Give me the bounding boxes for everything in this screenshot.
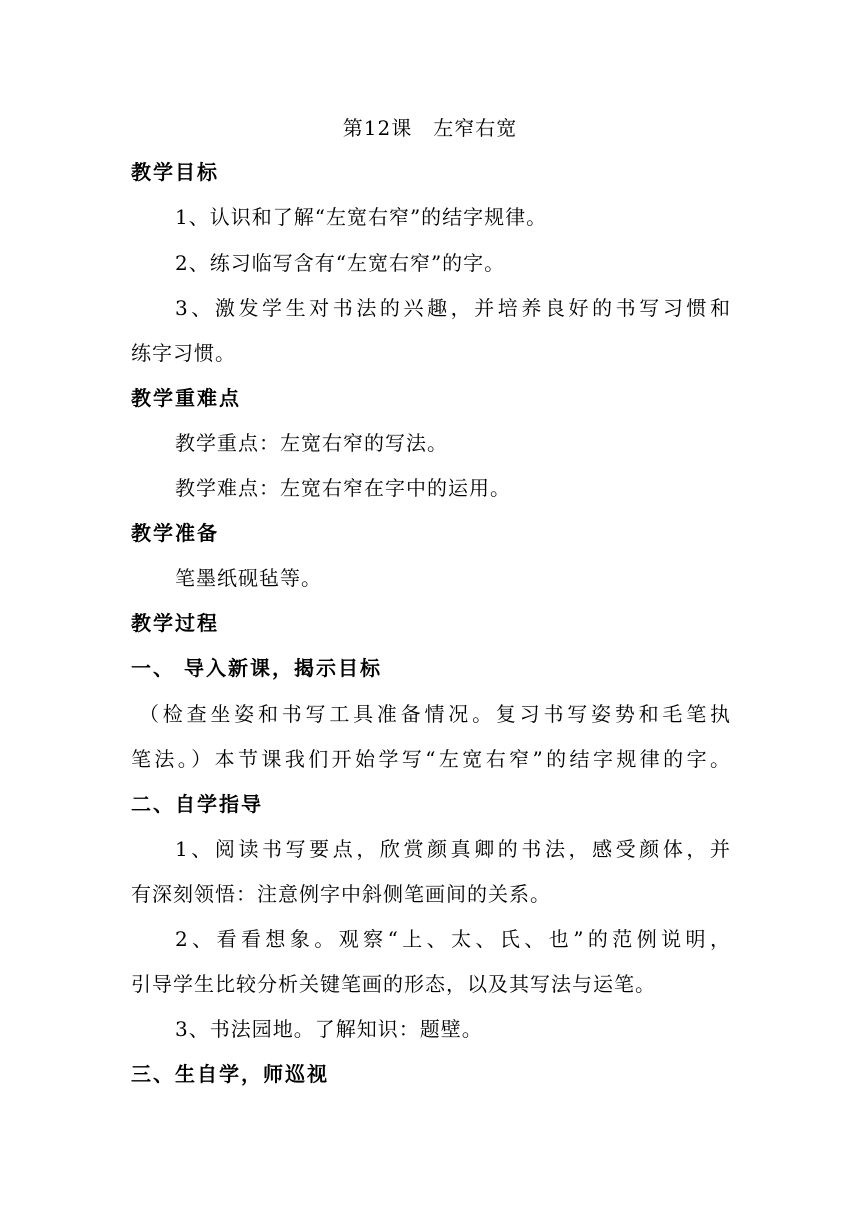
goal-item-3-cont: 练字习惯。 bbox=[131, 341, 236, 365]
process-part2-line-4: 引导学生比较分析关键笔画的形态，以及其写法与运笔。 bbox=[131, 972, 656, 996]
goal-item-1: 1、认识和了解“左宽右窄”的结字规律。 bbox=[175, 205, 548, 229]
goal-item-2: 2、练习临写含有“左宽右窄”的字。 bbox=[175, 251, 506, 275]
process-part3-heading: 三、生自学，师巡视 bbox=[131, 1062, 329, 1086]
section-heading-goals: 教学目标 bbox=[131, 160, 219, 184]
section-heading-key-points: 教学重难点 bbox=[131, 386, 241, 410]
process-part2-heading: 二、自学指导 bbox=[131, 792, 263, 816]
preparation-item-1: 笔墨纸砚毡等。 bbox=[175, 566, 322, 590]
section-heading-process: 教学过程 bbox=[131, 611, 219, 635]
process-part1-heading: 一、 导入新课，揭示目标 bbox=[131, 656, 382, 680]
goal-item-3: 3、激发学生对书法的兴趣，并培养良好的书写习惯和 bbox=[175, 296, 731, 320]
process-part2-line-2: 有深刻领悟：注意例字中斜侧笔画间的关系。 bbox=[131, 882, 551, 906]
process-part2-line-5: 3、书法园地。了解知识：题壁。 bbox=[175, 1017, 483, 1041]
lesson-title: 第12课 左窄右宽 bbox=[342, 116, 518, 140]
process-part1-line-2: 笔法。）本节课我们开始学写“左宽右窄”的结字规律的字。 bbox=[131, 747, 731, 771]
process-part1-line-1: （检查坐姿和书写工具准备情况。复习书写姿势和毛笔执 bbox=[139, 702, 731, 726]
section-heading-preparation: 教学准备 bbox=[131, 521, 219, 545]
key-point-item-2: 教学难点：左宽右窄在字中的运用。 bbox=[175, 476, 511, 500]
process-part2-line-1: 1、阅读书写要点，欣赏颜真卿的书法，感受颜体，并 bbox=[175, 837, 731, 861]
process-part2-line-3: 2、看看想象。观察“上、太、氏、也”的范例说明， bbox=[175, 927, 731, 951]
key-point-item-1: 教学重点：左宽右窄的写法。 bbox=[175, 431, 448, 455]
